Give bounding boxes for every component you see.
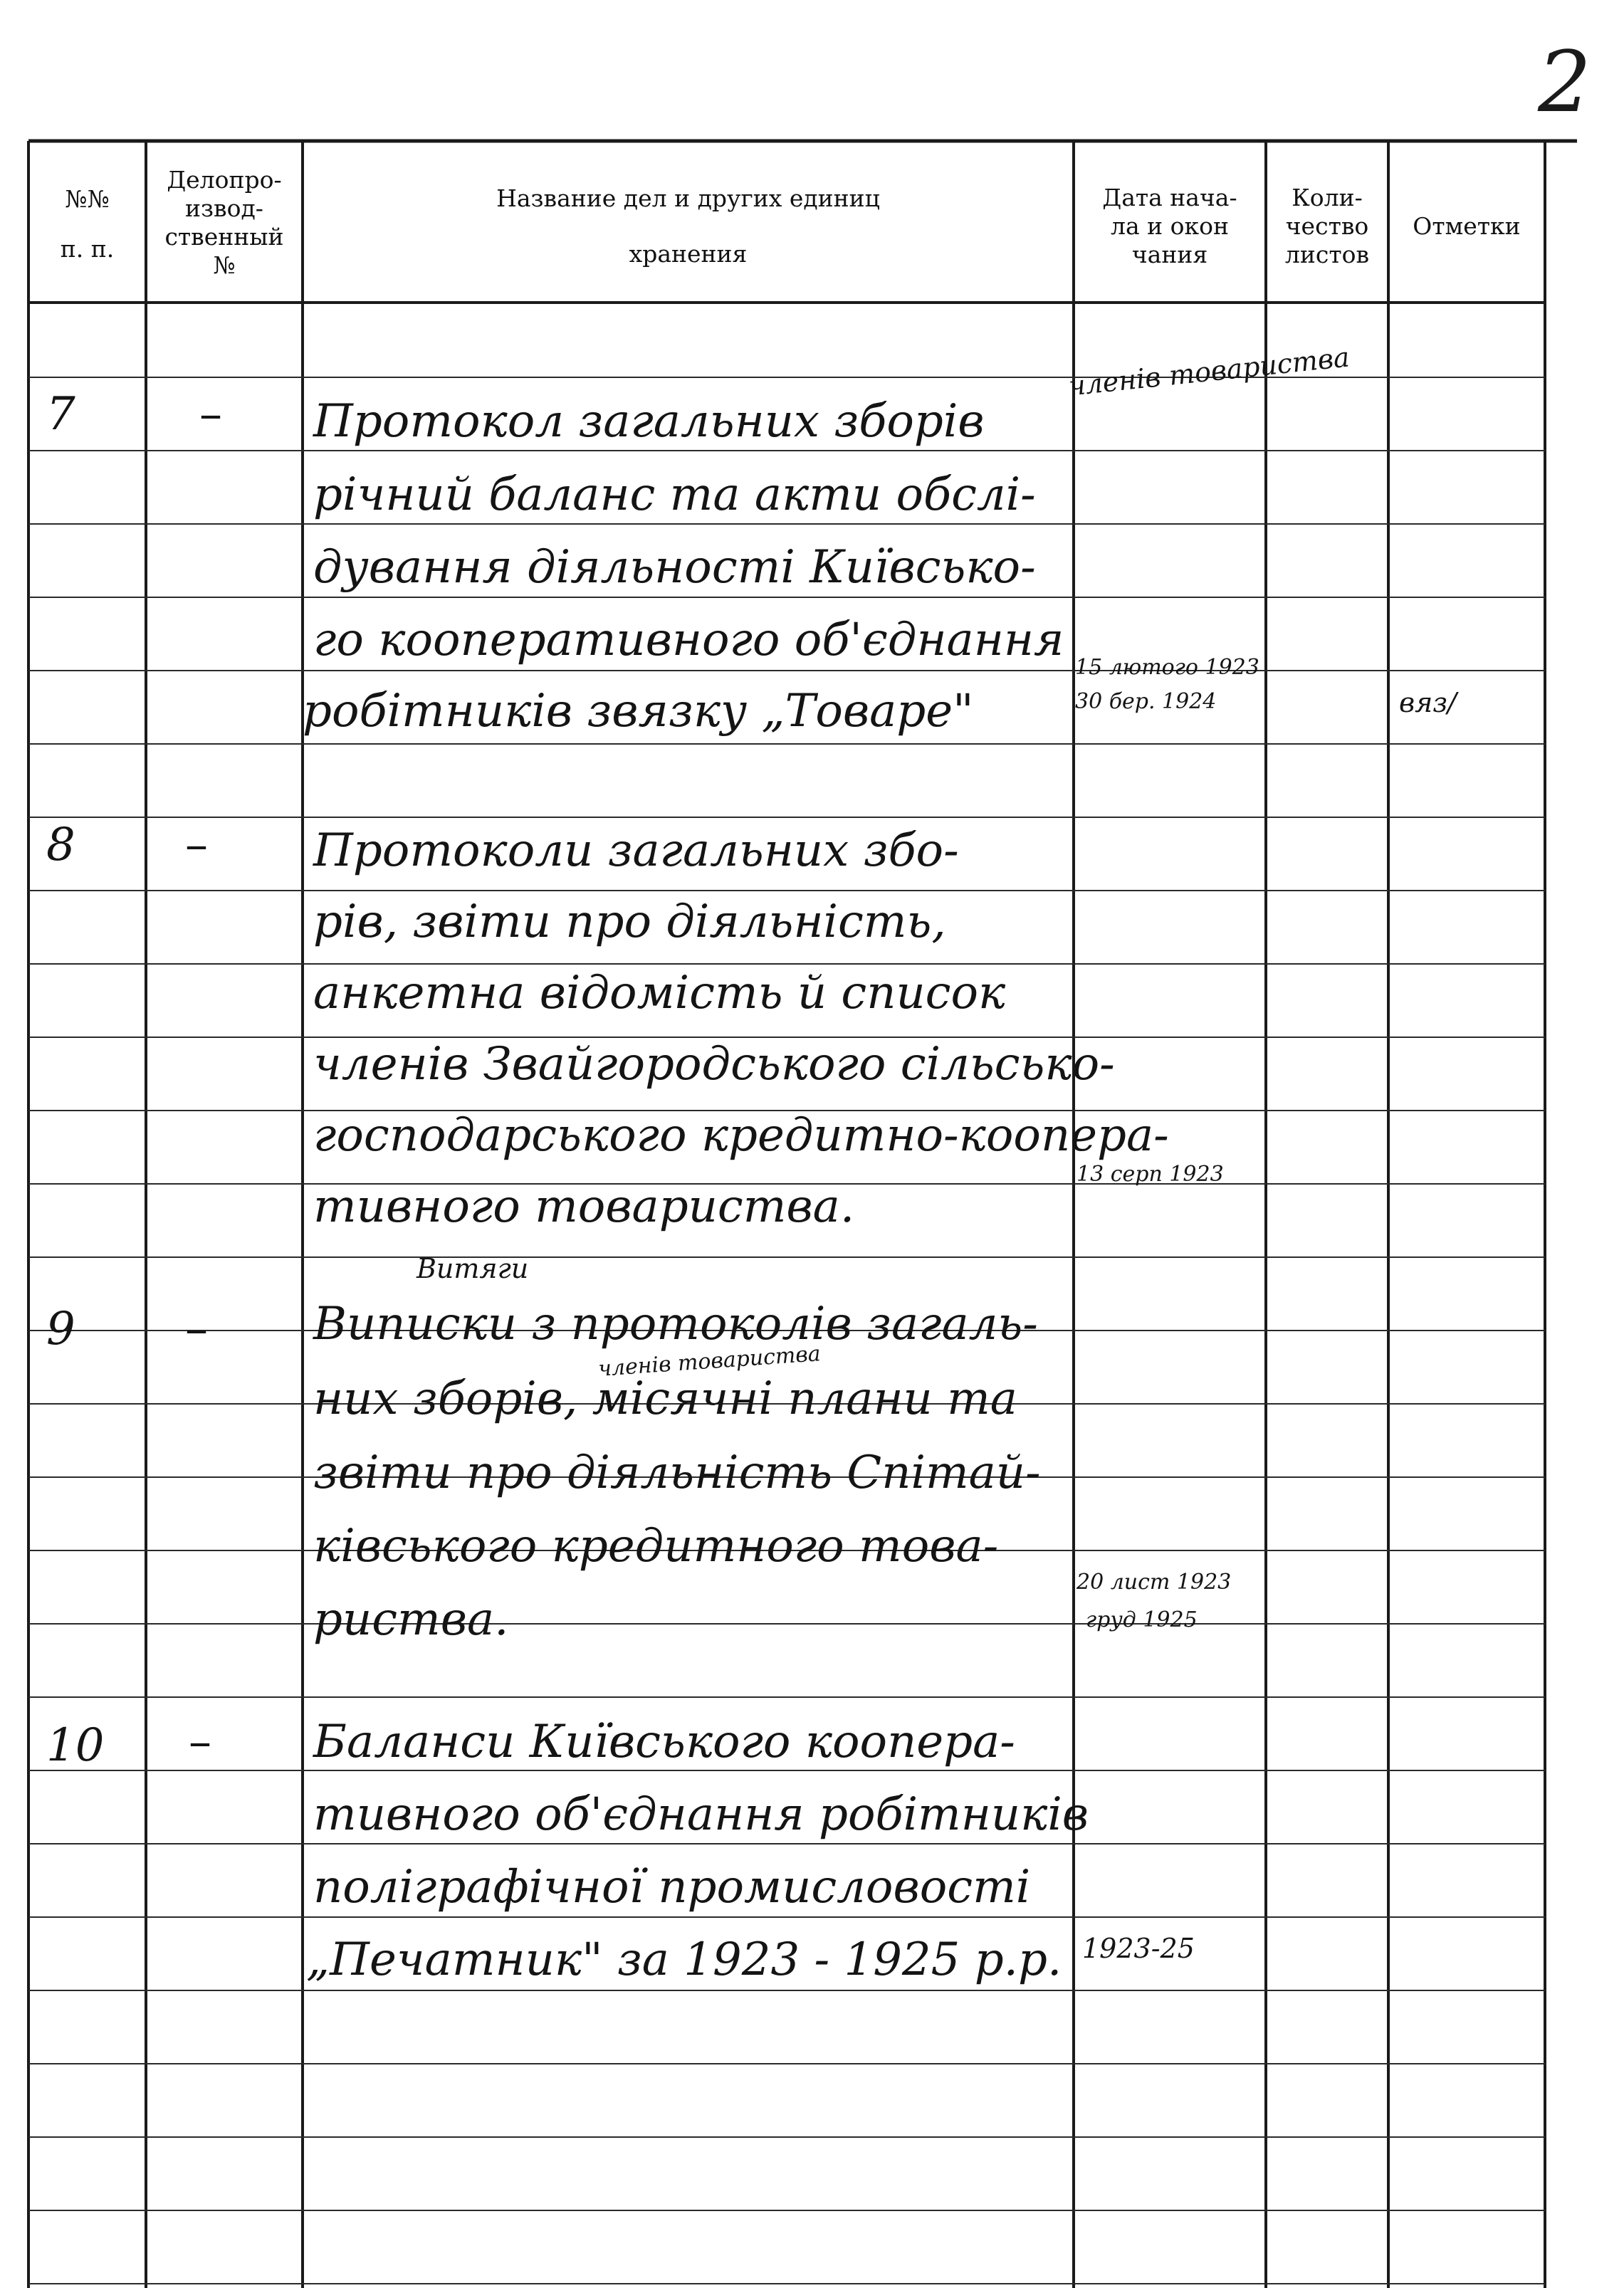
header-col-dates (1075, 160, 1264, 292)
header-col-title-line: Название дел и других единиц (496, 184, 880, 212)
entry-date-end: груд 1925 (1086, 1607, 1198, 1632)
entry-title-line: Виписки з протоколів загаль- (313, 1298, 1038, 1350)
page-number: 2 (1538, 33, 1592, 131)
entry-office-number: – (185, 1303, 208, 1355)
entry-office-number: – (189, 1716, 211, 1768)
header-col-office-line: № (213, 251, 236, 279)
header-col-dates-line: чания (1131, 240, 1208, 268)
entry-title-line: дування діяльності Київсько- (313, 541, 1036, 594)
header-col-dates-line: ла и окон (1111, 211, 1229, 240)
header-col-sheet-count (1267, 160, 1387, 292)
entry-office-number: – (185, 819, 208, 871)
header-col-number (30, 153, 145, 295)
header-col-title (304, 157, 1072, 295)
entry-title-line: робітників звязку „Товаре" (303, 685, 974, 738)
entry-date-start: 13 серп 1923 (1076, 1162, 1224, 1187)
entry-number: 7 (46, 388, 75, 441)
header-col-title-line: хранения (629, 239, 748, 268)
entry-title-line: тивного товариства. (313, 1180, 855, 1233)
entry-title-insertion: членів товариства (1067, 341, 1351, 402)
entry-title-line: поліграфічної промисловості (313, 1861, 1031, 1914)
entry-title-line: господарського кредитно-коопера- (313, 1109, 1169, 1162)
entry-title-line: го кооперативного об'єднання (313, 614, 1064, 666)
entry-number: 10 (46, 1719, 105, 1772)
header-col-number-line: №№ (65, 185, 110, 213)
entry-date-end: 30 бер. 1924 (1075, 689, 1217, 714)
entry-date-start: 1923-25 (1082, 1933, 1195, 1964)
header-col-count-line: Коли- (1292, 183, 1363, 211)
entry-title-line: них зборів, місячні плани та (313, 1373, 1017, 1425)
entry-title-line: тивного об'єднання робітників (313, 1788, 1089, 1841)
entry-title-line: ківського кредитного това- (313, 1520, 999, 1573)
entry-number: 8 (46, 819, 75, 871)
header-col-office-line: ственный (164, 222, 284, 251)
header-col-count-line: листов (1284, 240, 1370, 268)
entry-date-start: 15 лютого 1923 (1075, 655, 1259, 680)
header-col-dates-line: Дата нача- (1102, 183, 1237, 211)
entry-office-number: – (199, 388, 222, 441)
entry-title-line: Баланси Київського коопера- (313, 1716, 1015, 1768)
entry-title-line: річний баланс та акти обслі- (313, 468, 1036, 521)
header-col-number-line: п. п. (60, 235, 115, 263)
entry-date-start: 20 лист 1923 (1076, 1570, 1232, 1595)
entry-title-line: „Печатник" за 1923 - 1925 р.р. (306, 1933, 1062, 1986)
entry-title-insertion: Витяги (417, 1253, 529, 1284)
entry-title-line: звіти про діяльність Спітай- (313, 1447, 1041, 1499)
entry-number: 9 (46, 1303, 75, 1355)
entry-title-line: анкетна відомість й список (313, 967, 1006, 1019)
header-col-notes (1390, 160, 1544, 292)
entry-title-line: риства. (313, 1593, 509, 1646)
header-col-office-line: извод- (185, 194, 263, 222)
entry-title-line: Протоколи загальних збо- (313, 824, 959, 877)
entry-title-line: рів, звіти про діяльність, (313, 896, 946, 948)
header-col-notes-label: Отметки (1413, 211, 1521, 240)
entry-note: вяз/ (1399, 687, 1457, 718)
header-col-office-line: Делопро- (167, 165, 282, 194)
header-col-count-line: чество (1285, 211, 1369, 240)
header-col-office-number (147, 149, 301, 295)
entry-title-insertion: членів товариства (597, 1341, 822, 1382)
entry-title-line: Протокол загальних зборів (313, 395, 985, 448)
entry-title-line: членів Звайгородського сільсько- (313, 1038, 1115, 1091)
